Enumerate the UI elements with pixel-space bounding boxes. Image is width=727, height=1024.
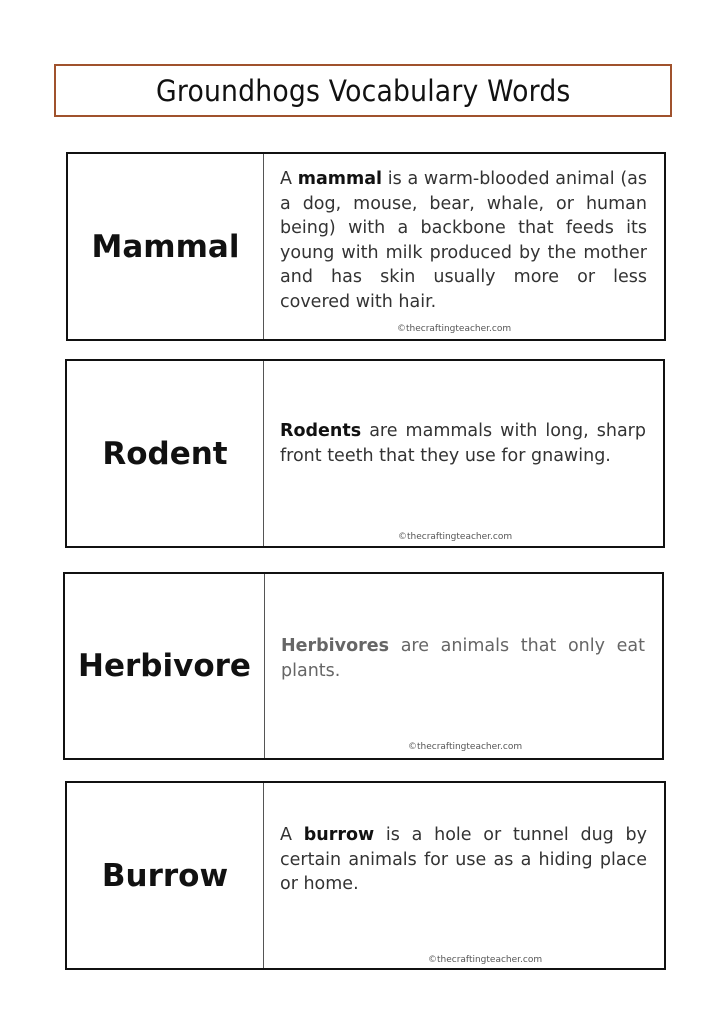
definition-keyword: Rodents xyxy=(280,421,362,441)
vocab-card-burrow xyxy=(65,781,666,970)
credit-text: ©thecraftingteacher.com xyxy=(408,742,523,752)
title-banner xyxy=(54,64,672,117)
vocab-card-mammal xyxy=(66,152,666,341)
card-definition-cell xyxy=(264,361,663,546)
page-title: Groundhogs Vocabulary Words xyxy=(155,73,571,108)
definition-keyword: Herbivores xyxy=(281,636,390,656)
vocab-card-rodent xyxy=(65,359,665,548)
vocab-definition: Herbivores are animals that only eat plants. xyxy=(281,636,645,681)
vocab-definition: A mammal is a warm-blooded animal (as a dog, mouse, bear, whale, or human being) with a backbone that feeds its young with milk produced by the mother and has skin usually more or less covered with hair. xyxy=(280,169,647,312)
definition-keyword: mammal xyxy=(297,169,383,189)
vocab-definition: Rodents are mammals with long, sharp front teeth that they use for gnawing. xyxy=(280,421,646,466)
vocab-term: Rodent xyxy=(102,435,228,472)
vocab-term: Burrow xyxy=(101,857,229,894)
card-definition-cell xyxy=(264,783,664,968)
card-term-cell xyxy=(68,154,264,339)
vocab-term: Herbivore xyxy=(78,648,251,684)
card-term-cell xyxy=(65,574,265,758)
card-term-cell xyxy=(67,783,264,968)
credit-text: ©thecraftingteacher.com xyxy=(397,324,512,334)
vocab-card-herbivore xyxy=(63,572,664,760)
vocab-definition: A burrow is a hole or tunnel dug by certain animals for use as a hiding place or home. xyxy=(280,825,647,894)
card-term-cell xyxy=(67,361,264,546)
card-definition-cell xyxy=(264,154,664,339)
credit-text: ©thecraftingteacher.com xyxy=(398,532,513,542)
vocab-term: Mammal xyxy=(91,228,240,265)
card-definition-cell xyxy=(265,574,662,758)
credit-text: ©thecraftingteacher.com xyxy=(428,955,543,965)
definition-keyword: burrow xyxy=(303,825,375,845)
